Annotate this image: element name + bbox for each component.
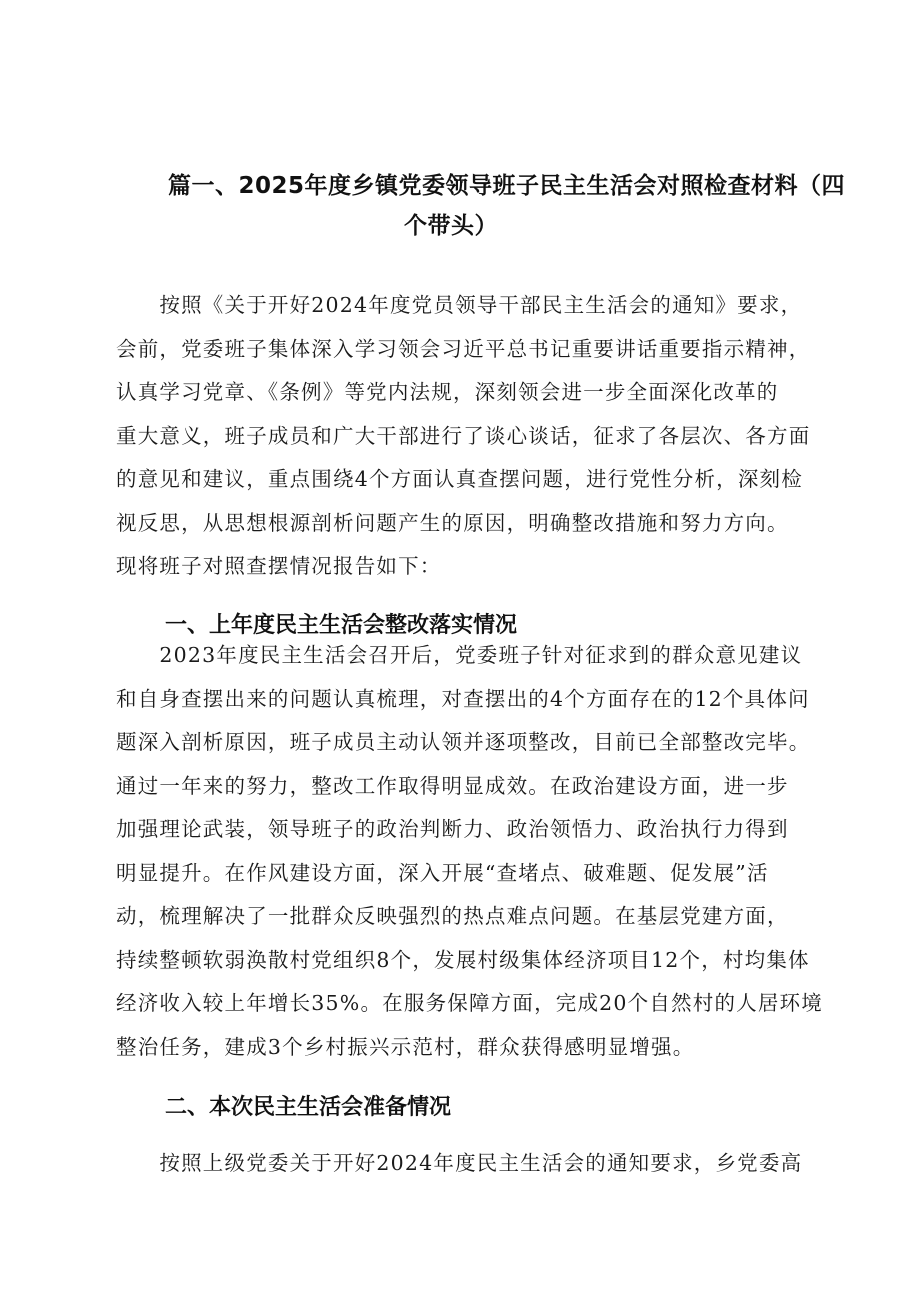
section-1-line: 明显提升。在作风建设方面，深入开展“查堵点、破难题、促发展”活 [116,860,769,885]
section-1-line: 题深入剖析原因，班子成员主动认领并逐项整改，目前已全部整改完毕。 [116,730,811,754]
section-2-paragraph [116,1142,836,1186]
section-1-line: 持续整顿软弱涣散村党组织8个，发展村级集体经济项目12个，村均集体 [116,947,810,972]
section-1-line: 动，梳理解决了一批群众反映强烈的热点难点问题。在基层党建方面， [116,904,789,928]
section-1-line: 加强理论武装，领导班子的政治判断力、政治领悟力、政治执行力得到 [116,817,789,841]
section-1-line: 通过一年来的努力，整改工作取得明显成效。在政治建设方面，进一步 [116,773,789,798]
section-1-heading: 一、上年度民主生活会整改落实情况 [165,613,518,639]
section-1-line: 2023年度民主生活会召开后，党委班子针对征求到的群众意见建议 [116,643,803,667]
intro-line: 按照《关于开好2024年度党员领导干部民主生活会的通知》要求， [116,293,803,317]
intro-line: 重大意义，班子成员和广大干部进行了谈心谈话，征求了各层次、各方面 [116,423,811,448]
section-2-heading: 二、本次民主生活会准备情况 [165,1095,452,1121]
section-2-line: 按照上级党委关于开好2024年度民主生活会的通知要求，乡党委高 [116,1151,803,1175]
intro-line: 视反思，从思想根源剖析问题产生的原因，明确整改措施和努力方向。 [116,510,789,535]
document-title [168,166,858,246]
intro-paragraph [116,284,836,589]
intro-line: 的意见和建议，重点围绕4个方面认真查摆问题，进行党性分析，深刻检 [116,467,803,491]
intro-line: 会前，党委班子集体深入学习领会习近平总书记重要讲话重要指示精神， [116,336,811,361]
section-1-line: 和自身查摆出来的问题认真梳理，对查摆出的4个方面存在的12个具体问 [116,686,810,711]
document-title-line-1: 篇一、2025年度乡镇党委领导班子民主生活会对照检查材料（四 [168,173,846,200]
section-1-paragraph [116,634,836,1069]
intro-line: 认真学习党章、《条例》等党内法规，深刻领会进一步全面深化改革的 [116,380,779,404]
section-1-line: 经济收入较上年增长35%。在服务保障方面，完成20个自然村的人居环境 [116,991,823,1015]
intro-line: 现将班子对照查摆情况报告如下： [116,554,442,578]
section-1-line: 整治任务，建成3个乡村振兴示范村，群众获得感明显增强。 [116,1034,695,1059]
document-title-line-2: 个带头） [404,213,498,240]
